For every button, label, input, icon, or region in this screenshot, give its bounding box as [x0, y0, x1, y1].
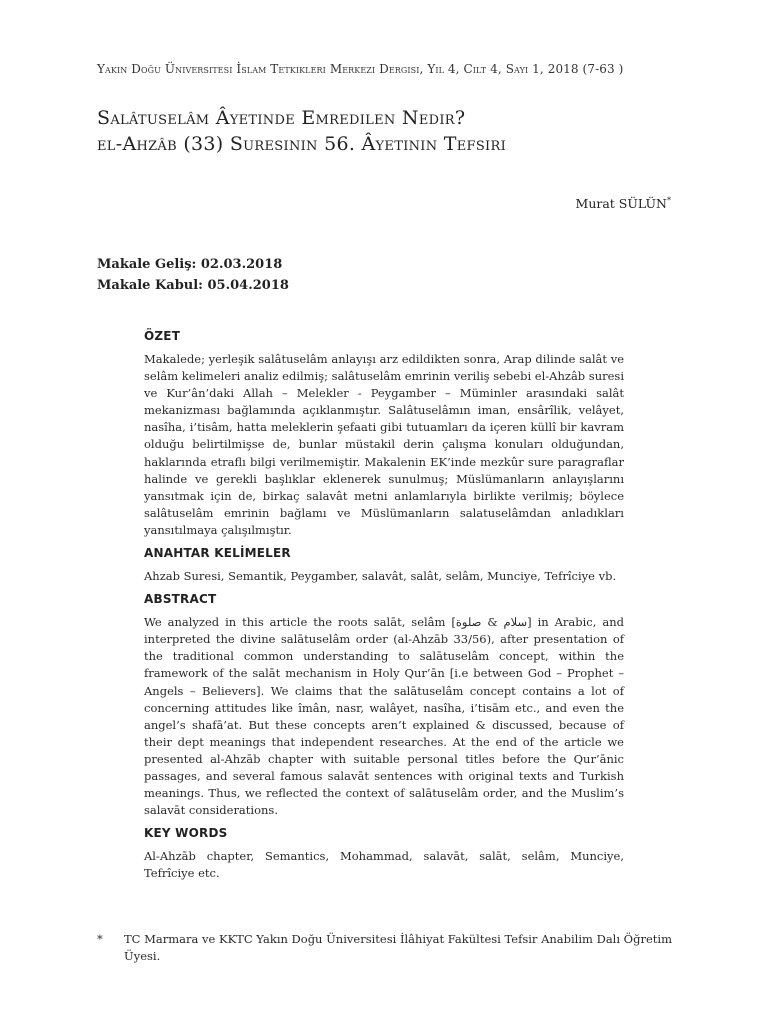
abstract-text: We analyzed in this article the roots salāt, selâm [سلام & صلوة] in Arabic, and interpreted the divine salātuselâm order (al-Ahzāb 33/56), after presentation of the traditional common understanding to salātuselâm concept, within the framework of the salāt mechanism in Holy Qur’ān [i.e between God – Prophet – Angels – Believers]. We claims that the salātuselâm concept contains a lot of concerning attitudes like îmân, nasr, walâyet, nasîha, i’tisām etc., and even the angel’s shafā’at. But these concepts aren’t explained & discussed, because of their dept meanings that independent researches. At the end of the article we presented al-Ahzāb chapter with suitable personal titles before the Qur’ānic passages, and several famous salavāt sentences with original texts and Turkish meanings. Thus, we reflected the context of salātuselâm order, and the Muslim’s salavāt considerations.	[144, 615, 624, 818]
title-line-1: Salâtuselâm Âyetinde Emredilen Nedir?	[97, 107, 466, 129]
keywords-heading: KEY WORDS	[144, 826, 228, 841]
ozet-text: Makalede; yerleşik salâtuselâm anlayışı arz edildikten sonra, Arap dilinde salât ve selâm kelimeleri analiz edilmiş; salâtuselâm emrinin veriliş sebebi el-Ahzâb suresi ve Kur’ân’daki Allah – Melekler - Peygamber – Müminler arasındaki salât mekanizması bağlamında açıklanmıştır. Salâtuselâmın iman, ensârîlik, velâyet, nasîha, i’tisâm, hatta meleklerin şefaati gibi tutuamları da içeren küllî bir kavram olduğu belirtilmişse de, bunlar müstakil derin çalışma konuları olduğundan, haklarında etraflı bilgi verilmemiştir. Makalenin EK’inde mezkûr sure paragraflar halinde ve gerekli başlıklar eklenerek sunulmuş; Müslümanların anlayışlarını yansıtmak için de, birkaç salavât metni anlamlarıyla birlikte verilmiş; böylece salâtuselâm emrinin bağlamı ve Müslümanların salatuselâmdan anladıkları yansıtılmaya çalışılmıştır.	[144, 352, 625, 537]
footnote-mark: *	[97, 932, 103, 946]
abstract-heading: ABSTRACT	[144, 592, 217, 607]
author	[576, 196, 671, 211]
author-name: Murat SÜLÜN	[575, 196, 667, 212]
footnote-text: TC Marmara ve KKTC Yakın Doğu Üniversitesi İlâhiyat Fakültesi Tefsir Anabilim Dalı Öğretim Üyesi.	[124, 932, 672, 963]
keywords-text: Al-Ahzāb chapter, Semantics, Mohammad, salavāt, salāt, selâm, Munciye, Tefrîciye etc.	[144, 849, 624, 881]
title-line-2: el-Ahzâb (33) Suresinin 56. Âyetinin Tefsiri	[97, 133, 506, 155]
footnote	[97, 931, 677, 965]
ozet-heading: ÖZET	[144, 329, 181, 343]
article-title	[97, 105, 697, 157]
anahtar-text: Ahzab Suresi, Semantik, Peygamber, salavât, salât, selâm, Munciye, Tefrîciye vb.	[144, 569, 617, 584]
author-footnote-mark: *	[667, 196, 671, 205]
journal-header: Yakın Doğu Üniversitesi İslam Tetkikleri Merkezi Dergisi, Yıl 4, Cilt 4, Sayı 1, 2018 (7-63 )	[97, 62, 624, 76]
article-dates	[97, 254, 289, 296]
anahtar-heading: ANAHTAR KELİMELER	[144, 546, 291, 561]
accepted-date: Makale Kabul: 05.04.2018	[97, 278, 289, 293]
received-date: Makale Geliş: 02.03.2018	[97, 257, 283, 272]
abstract-block	[144, 329, 624, 889]
